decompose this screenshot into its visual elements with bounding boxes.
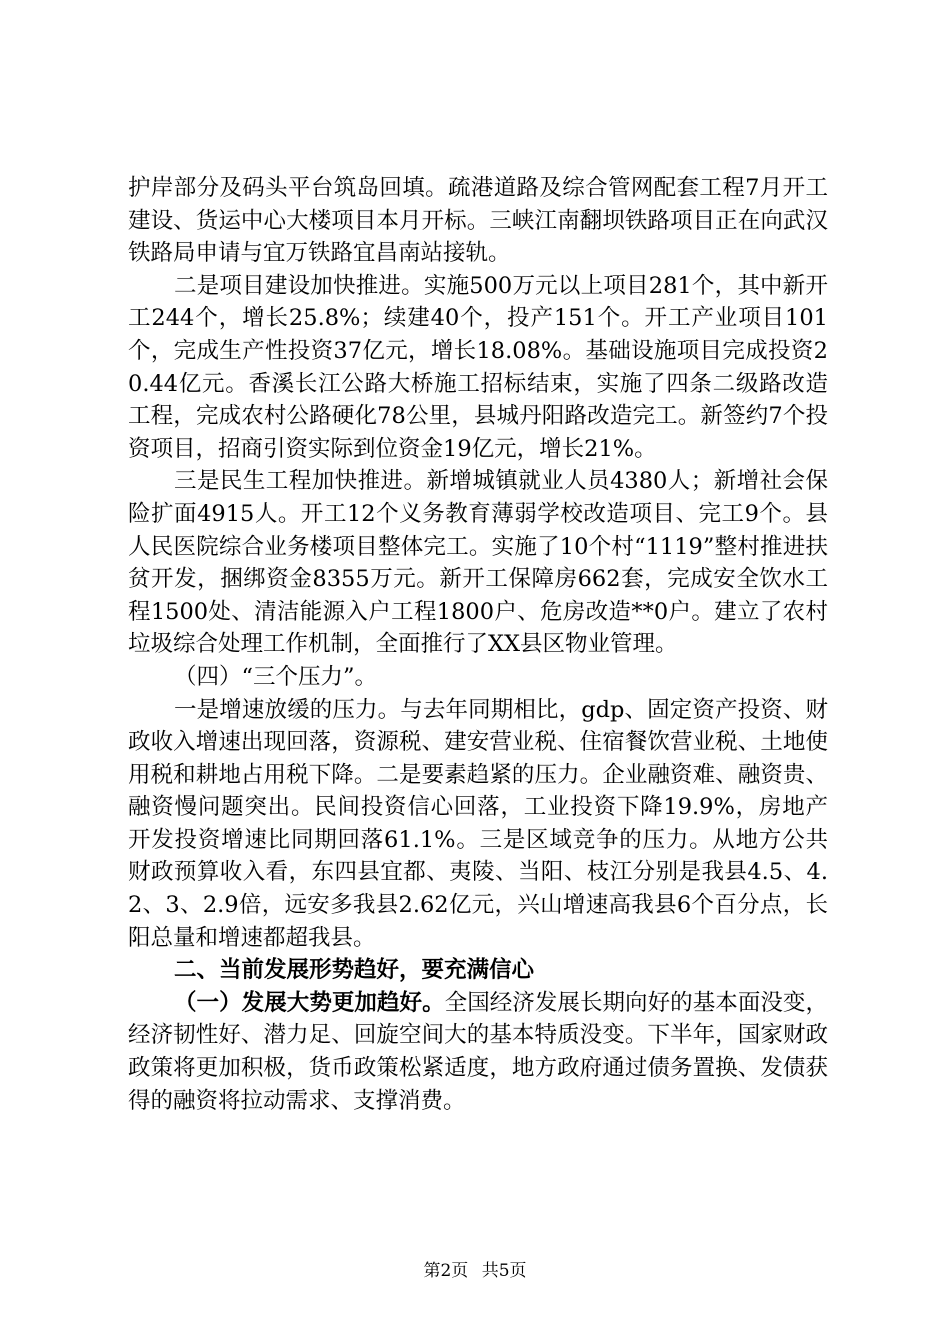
paragraph-pressures: 一是增速放缓的压力。与去年同期相比，gdp、固定资产投资、财政收入增速出现回落，资源税、建安营业税、住宿餐饮营业税、土地使用税和耕地占用税下降。二是要素趋紧的压力。企业融资难、融资贵、融资慢问题突出。民间投资信心回落，工业投资下降19.9%，房地产开发投资增速比同期回落61.1%。三是区域竞争的压力。从地方公共财政预算收入看，东四县宜都、夷陵、当阳、枝江分别是我县4.5、4.2、3、2.9倍，远安多我县2.62亿元，兴山增速高我县6个百分点，长阳总量和增速都超我县。	[128, 696, 828, 951]
paragraph-development-trend-body: 全国经济发展长期向好的基本面没变，经济韧性好、潜力足、回旋空间大的基本特质没变。下半年，国家财政政策将更加积极，货币政策松紧适度，地方政府通过债务置换、发债获得的融资将拉动需求、支撑消费。	[128, 989, 828, 1114]
paragraph-development-trend	[128, 987, 828, 1117]
document-body	[128, 172, 828, 1117]
paragraph-project-construction: 二是项目建设加快推进。实施500万元以上项目281个，其中新开工244个，增长25.8%；续建40个，投产151个。开工产业项目101个，完成生产性投资37亿元，增长18.08%。基础设施项目完成投资20.44亿元。香溪长江公路大桥施工招标结束，实施了四条二级路改造工程，完成农村公路硬化78公里，县城丹阳路改造完工。新签约7个投资项目，招商引资实际到位资金19亿元，增长21%。	[128, 272, 828, 462]
section-heading-three-pressures: （四）“三个压力”。	[174, 663, 378, 690]
section-heading-development-trend: 二、当前发展形势趋好，要充满信心	[174, 957, 535, 984]
page-number: 第2页	[423, 1261, 469, 1281]
paragraph-port-infrastructure: 护岸部分及码头平台筑岛回填。疏港道路及综合管网配套工程7月开工建设、货运中心大楼项目本月开标。三峡江南翻坝铁路项目正在向武汉铁路局申请与宜万铁路宜昌南站接轨。	[128, 175, 828, 267]
page-footer	[0, 1256, 950, 1281]
paragraph-livelihood-projects: 三是民生工程加快推进。新增城镇就业人员4380人；新增社会保险扩面4915人。开工12个义务教育薄弱学校改造项目、完工9个。县人民医院综合业务楼项目整体完工。实施了10个村“1119”整村推进扶贫开发，捆绑资金8355万元。新开工保障房662套，完成安全饮水工程1500处、清洁能源入户工程1800户、危房改造**0户。建立了农村垃圾综合处理工作机制，全面推行了XX县区物业管理。	[128, 468, 828, 658]
subheading-development-trend: （一）发展大势更加趋好。	[174, 989, 445, 1016]
page-total: 共5页	[481, 1261, 527, 1281]
